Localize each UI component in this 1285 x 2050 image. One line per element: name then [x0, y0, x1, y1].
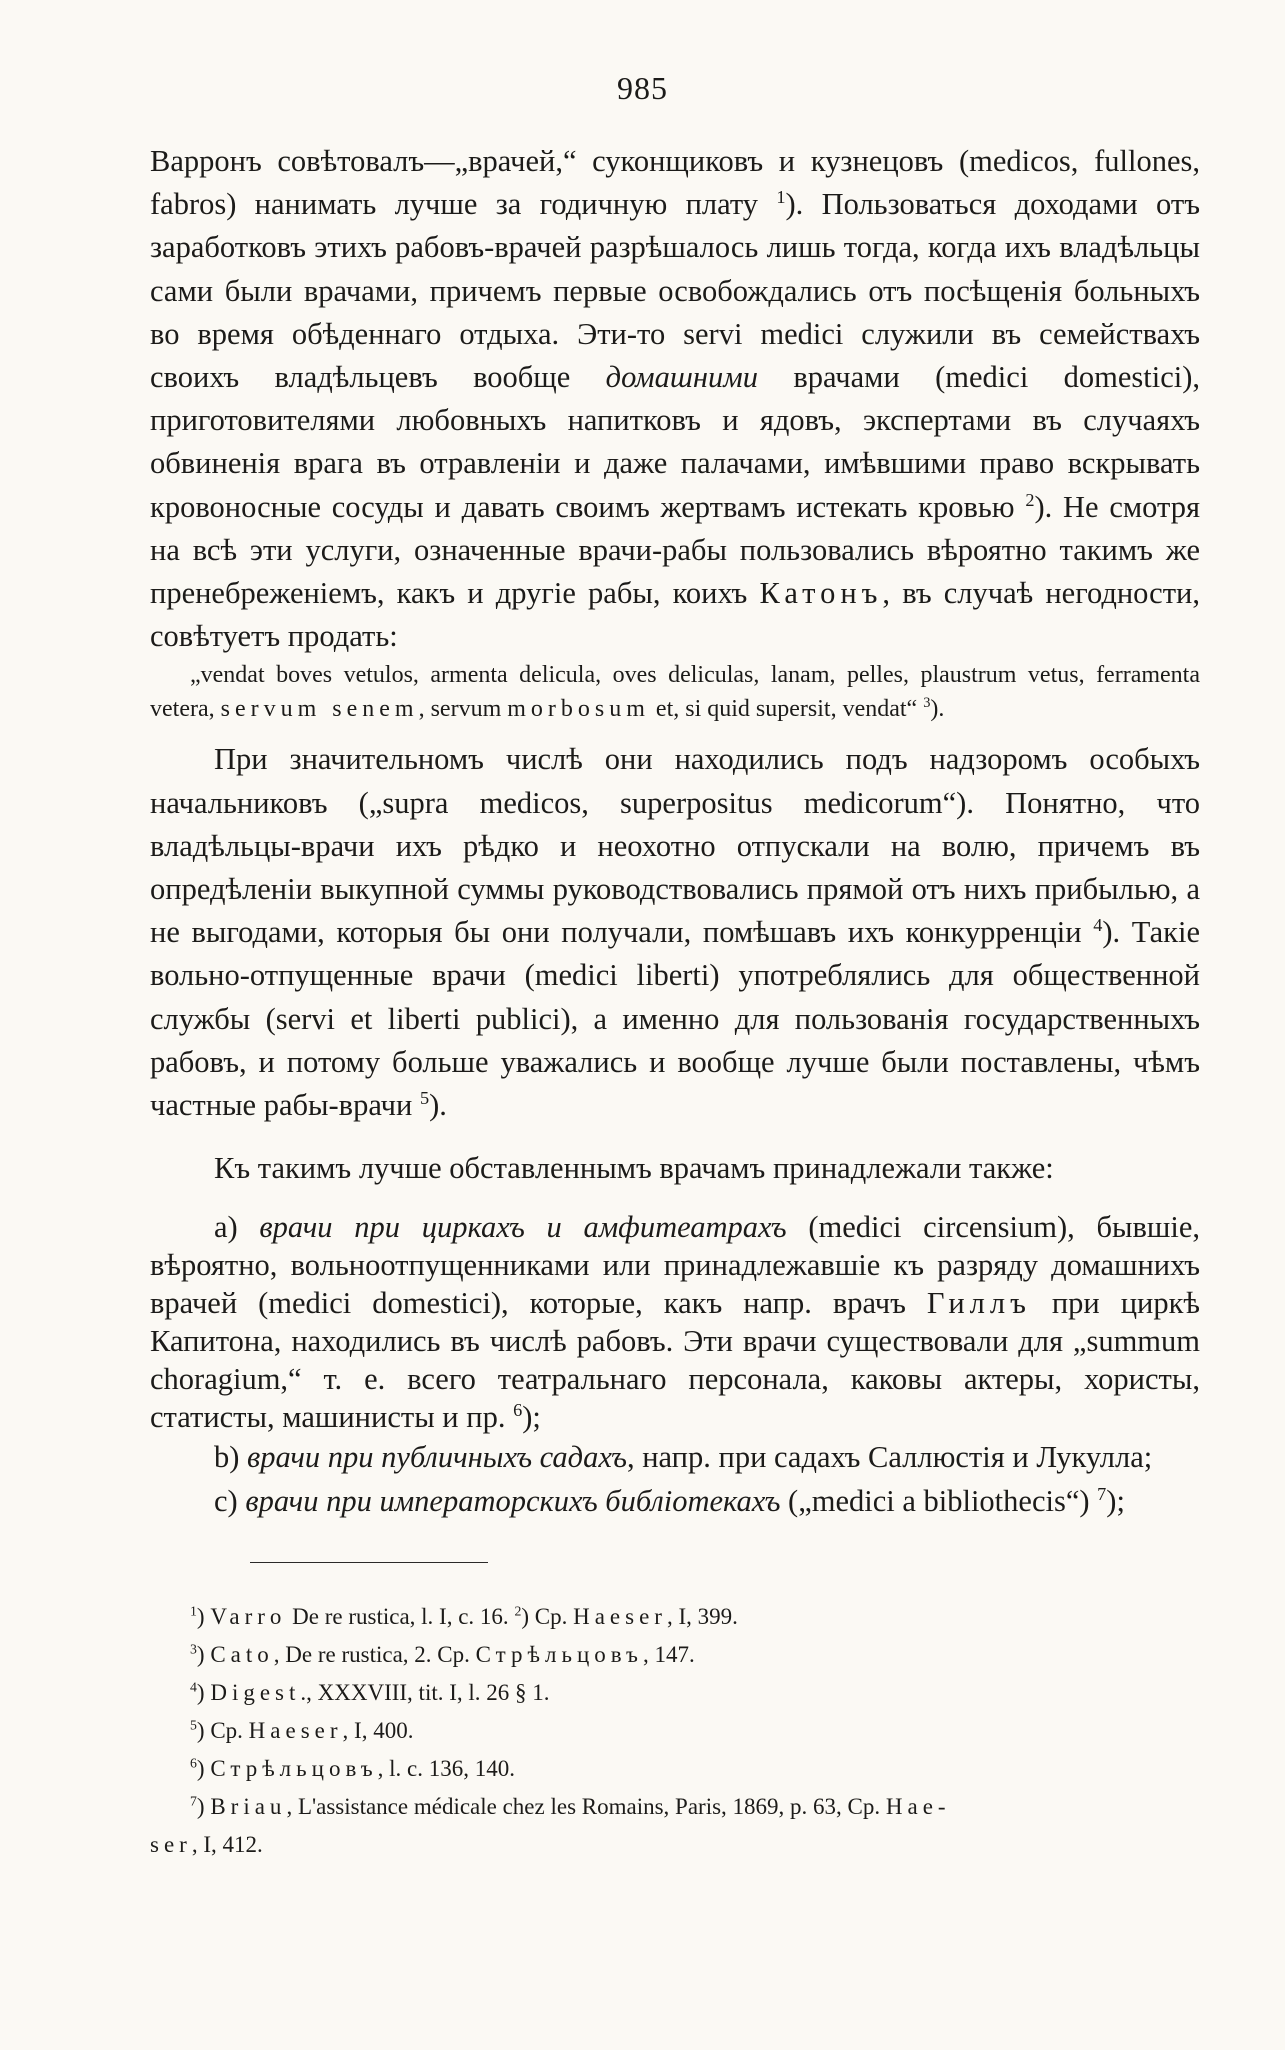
main-text	[150, 140, 1200, 1523]
p1-text-2: ). Пользоваться доходами отъ заработковъ этихъ рабовъ-врачей разрѣшалось лишь тогда, когда ихъ владѣльцы сами были врачами, причемъ первые освобождались отъ посѣщенія больныхъ во время обѣденнаго отдыха. Эти-то servi medici служили въ семействахъ своихъ владѣльцевъ вообще	[150, 187, 1200, 395]
list-text: , напр. при садахъ Саллюстія и Лукулла;	[626, 1440, 1153, 1475]
list-text: );	[522, 1400, 541, 1435]
footnote-text: , 147.	[642, 1642, 695, 1667]
footnote-4: $^4$) Digest., XXXVIII, tit. I, l. 26 § 1.	[190, 1679, 550, 1705]
p1-text-5: , въ случаѣ негодности, совѣтуетъ продать:	[150, 576, 1200, 654]
p2-text-2: ). Такіе вольно-отпущенные врачи (medici liberti) употреблялись для общественной службы (servi et liberti publici), а именно для пользованія государственныхъ рабовъ, и потому больше уважались и вообще лучше были поставлены, чѣмъ частные рабы-врачи	[150, 915, 1200, 1123]
quote-text-1: „vendat boves vetulos, armenta delicula, oves deliculas, lanam, pelles, plaustrum vetus, ferramenta vetera,	[150, 662, 1200, 723]
footnote-marker: 6	[190, 1755, 197, 1771]
list-letter: c)	[214, 1483, 246, 1518]
footnote-author: Haeser	[248, 1718, 343, 1743]
list-emphasis: врачи при публичныхъ садахъ	[247, 1440, 627, 1475]
footnotes	[150, 1598, 1200, 1864]
p1-emphasis: домашними	[605, 360, 758, 395]
list-item-a	[150, 1208, 1200, 1436]
quote-text-3: et, si quid supersit, vendat“	[649, 696, 924, 723]
footnote-7-continued	[150, 1826, 1200, 1864]
paragraph-3: Къ такимъ лучше обставленнымъ врачамъ принадлежали также:	[214, 1151, 1054, 1186]
p1-text-4: ). Не смотря на всѣ эти услуги, означенные врачи-рабы пользовались вѣроятно такимъ же пренебреженіемъ, какъ и другіе рабы, коихъ	[150, 489, 1201, 611]
quote-text-2: , servum	[418, 696, 508, 723]
footnote-ref-2: 2	[1025, 489, 1035, 510]
p1-text-3: врачами (medici domestici), приготовителями любовныхъ напитковъ и ядовъ, экспертами въ случаяхъ обвиненія врага въ отравленіи и даже палачами, имѣвшими право вскрывать кровоносные сосуды и давать своимъ жертвамъ истекать кровью	[150, 360, 1200, 524]
footnote-author: Cato	[210, 1642, 274, 1667]
footnote-1: $^1$) Varro De re rustica, l. I, c. 16. $^2$) Ср. Haeser, I, 399.	[190, 1603, 738, 1629]
footnote-marker: 2	[514, 1603, 522, 1619]
footnote-text: Ср.	[529, 1604, 574, 1629]
list-text: (medici circensium), бывшіе, вѣроятно, вольноотпущенниками или принадлежавшіе къ разряду домашнихъ врачей (medici domestici), которые, какъ напр. врачъ	[150, 1210, 1201, 1321]
list-item-b	[150, 1436, 1200, 1479]
paragraph-1	[150, 140, 1200, 658]
list-emphasis: врачи при императорскихъ библіотекахъ	[245, 1483, 781, 1518]
footnote-marker: 3	[190, 1641, 197, 1657]
footnote-text: , De re rustica, 2. Ср.	[273, 1642, 476, 1667]
quote-spaced-2: morbosum	[507, 696, 650, 723]
footnote-ref-6: 6	[513, 1400, 523, 1421]
footnote-ref-3: 3	[923, 695, 931, 712]
footnote-author: Стрѣльцовъ	[475, 1642, 643, 1667]
footnote-marker: 5	[190, 1717, 197, 1733]
footnote-author: Hae-	[885, 1794, 951, 1819]
list-letter: b)	[214, 1440, 248, 1475]
footnote-author: Стрѣльцовъ	[210, 1756, 378, 1781]
footnote-7: $^7$) Briau, L'assistance médicale chez les Romains, Paris, 1869, p. 63, Ср. Hae-	[190, 1793, 951, 1819]
footnote-5: $^5$) Ср. Haeser, I, 400.	[190, 1717, 414, 1743]
footnote-author: Varro	[210, 1604, 287, 1629]
footnote-author: ser	[150, 1832, 192, 1857]
footnote-text: , I, 400.	[342, 1718, 414, 1743]
quote-spaced-1: servum senem	[220, 696, 419, 723]
footnote-marker: 7	[190, 1793, 197, 1809]
footnote-ref-4: 4	[1093, 915, 1103, 936]
list-name-gill: Гиллъ	[926, 1286, 1031, 1321]
list-letter: a)	[214, 1210, 260, 1245]
enumerated-list	[150, 1208, 1200, 1522]
footnote-text: De re rustica, l. I, c. 16.	[286, 1604, 515, 1629]
list-item-c	[150, 1480, 1200, 1523]
page-number: 985	[617, 70, 668, 106]
footnote-author: Briau	[210, 1794, 287, 1819]
list-emphasis: врачи при циркахъ и амфитеатрахъ	[259, 1210, 787, 1245]
list-text: );	[1106, 1483, 1125, 1518]
footnote-6: $^6$) Стрѣльцовъ, l. c. 136, 140.	[190, 1755, 516, 1781]
p1-text-1: Варронъ совѣтовалъ—„врачей,“ суконщиковъ и кузнецовъ (medicos, fullones, fabros) нанимать лучше за годичную плату	[150, 144, 1200, 222]
footnote-ref-7: 7	[1097, 1483, 1107, 1504]
footnote-text: , l. c. 136, 140.	[377, 1756, 516, 1781]
p2-text-3: ).	[429, 1088, 447, 1123]
list-text: при циркѣ Капитона, находились въ числѣ рабовъ. Эти врачи существовали для „summum choragium,“ т. е. всего театральнаго персонала, каковы актеры, хористы, статисты, машинисты и пр.	[150, 1286, 1200, 1435]
footnote-ref-5: 5	[419, 1087, 430, 1108]
footnote-text: ., XXXVIII, tit. I, l. 26 § 1.	[300, 1680, 550, 1705]
footnote-text: , I, 412.	[191, 1832, 263, 1857]
latin-quote	[150, 658, 1200, 726]
p2-text-1: При значительномъ числѣ они находились подъ надзоромъ особыхъ начальниковъ („supra medicos, superpositus medicorum“). Понятно, что владѣльцы-врачи ихъ рѣдко и неохотно отпускали на волю, причемъ въ опредѣленіи выкупной суммы руководствовались прямой отъ нихъ прибылью, а не выгодами, которыя бы они получали, помѣшавъ ихъ конкурренціи	[150, 742, 1200, 950]
footnote-3: $^3$) Cato, De re rustica, 2. Ср. Стрѣльцовъ, 147.	[190, 1641, 695, 1667]
footnote-text: , I, 399.	[666, 1604, 738, 1629]
quote-text-4: ).	[930, 696, 945, 723]
footnote-author: Haeser	[573, 1604, 667, 1629]
paragraph-2	[150, 738, 1200, 1127]
footnote-ref-1: 1	[776, 187, 786, 208]
footnote-marker: 4	[190, 1679, 197, 1695]
footnote-author: Digest	[210, 1680, 301, 1705]
p1-name-cato: Катонъ	[759, 576, 883, 611]
footnote-divider	[250, 1562, 488, 1563]
footnote-marker: 1	[190, 1603, 197, 1619]
footnote-text: , L'assistance médicale chez les Romains, Paris, 1869, p. 63, Ср.	[286, 1794, 886, 1819]
list-text: („medici a bibliothecis“)	[780, 1483, 1098, 1518]
footnote-text: Ср.	[204, 1718, 249, 1743]
